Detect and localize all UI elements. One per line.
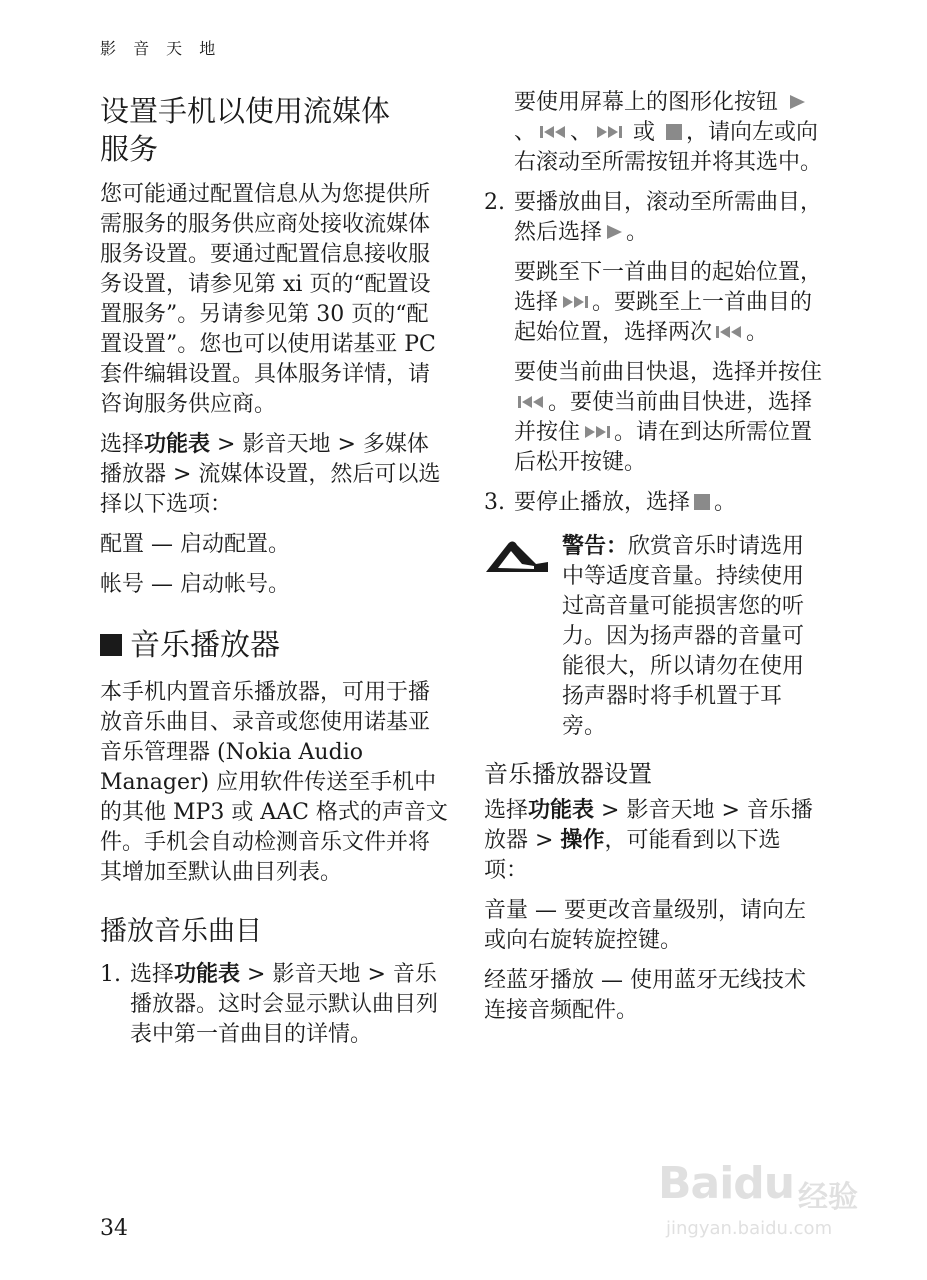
warning-icon [484, 538, 550, 578]
option-bluetooth: 经蓝牙播放 — 使用蓝牙无线技术连接音频配件。 [484, 968, 806, 1023]
previous-icon [714, 323, 744, 341]
music-player-paragraph: 本手机内置音乐播放器，可用于播放音乐曲目、录音或您使用诺基亚音乐管理器 (Nokia Audio Manager) 应用软件传送至手机中的其他 MP3 或 AAC 格式的声音文件。手机会自动检测音乐文件并将其增加至默认曲目列表。 [100, 680, 448, 885]
path-menu-bold: 功能表 [528, 798, 595, 823]
skip-c: 。 [746, 320, 769, 345]
seek-a: 要使当前曲目快退，选择并按住 [514, 360, 823, 385]
path-menu-bold: 功能表 [144, 432, 211, 457]
path-rest: ，可能看到以下选项： [484, 828, 781, 883]
step-2-text [514, 188, 824, 248]
previous-icon [538, 123, 568, 141]
section-title-streaming [100, 92, 448, 168]
option-config: 配置 — 启动配置。 [100, 532, 290, 557]
step-1-pre: 选择 [130, 962, 175, 987]
step-1-rest: > 影音天地 > 音乐播放器。这时会显示默认曲目列表中第一首曲目的详情。 [130, 962, 439, 1047]
stop-icon [664, 123, 684, 141]
page-number: 34 [100, 1216, 128, 1241]
option-volume: 音量 — 要更改音量级别，请向左或向右旋转旋控键。 [484, 898, 806, 953]
step-number: 2. [484, 190, 505, 215]
warning-box [484, 532, 824, 742]
left-column [100, 88, 448, 1060]
section-title-play-tracks: 播放音乐曲目 [100, 916, 262, 947]
watermark-cn: 经验 [798, 1180, 858, 1215]
separator: 、 [514, 120, 537, 145]
stop-icon [692, 493, 712, 511]
step-1-menu-bold: 功能表 [174, 962, 241, 987]
settings-menu-path [484, 796, 824, 886]
path-mid: > 影音天地 > 音乐播放器 > [484, 798, 813, 853]
skip-text [484, 258, 824, 348]
music-player-title-text: 音乐播放器 [130, 628, 280, 663]
skip-b: 。要跳至上一首曲目的起始位置，选择两次 [514, 290, 813, 345]
right-column [484, 88, 824, 1036]
next-icon [560, 293, 590, 311]
previous-icon [516, 393, 546, 411]
path-pre: 选择 [484, 798, 529, 823]
step-2 [484, 188, 824, 258]
warning-icon-wrap [484, 532, 562, 742]
warning-body: 欣赏音乐时请选用中等适度音量。持续使用过高音量可能损害您的听力。因为扬声器的音量可能很大，所以请勿在使用扬声器时将手机置于耳旁。 [562, 534, 805, 739]
watermark-brand: Baidu [658, 1158, 795, 1209]
step-number: 3. [484, 490, 505, 515]
baidu-watermark [658, 1150, 888, 1250]
play-icon [604, 223, 624, 241]
buttons-text-b: ，请向左或向右滚动至所需按钮并将其选中。 [514, 120, 823, 175]
step-1-text [130, 960, 448, 1050]
play-icon [787, 93, 807, 111]
section-title-music-player [100, 626, 448, 666]
path-rest: > 影音天地 > 多媒体播放器 > 流媒体设置，然后可以选择以下选项： [100, 432, 441, 517]
next-icon [582, 423, 612, 441]
running-head: 影 音 天 地 [100, 39, 222, 58]
warning-text [562, 532, 824, 742]
step-3-a: 要停止播放，选择 [514, 490, 691, 515]
streaming-menu-path [100, 430, 448, 520]
section-title-line2: 服务 [100, 132, 159, 166]
section-title-player-settings: 音乐播放器设置 [484, 760, 652, 788]
skip-a: 要跳至下一首曲目的起始位置，选择 [514, 260, 823, 315]
graphic-buttons-text [484, 88, 824, 178]
seek-c: 。请在到达所需位置后松开按键。 [514, 420, 813, 475]
seek-text [484, 358, 824, 478]
section-title-line1: 设置手机以使用流媒体 [100, 94, 391, 128]
step-3-text [514, 488, 824, 518]
seek-b: 。要使当前曲目快进，选择并按住 [514, 390, 813, 445]
path-pre: 选择 [100, 432, 145, 457]
next-icon [594, 123, 624, 141]
step-2-b: 。 [626, 220, 649, 245]
warning-label: 警告： [562, 534, 629, 559]
step-2-a: 要播放曲目，滚动至所需曲目，然后选择 [514, 190, 823, 245]
step-3-b: 。 [714, 490, 737, 515]
step-3 [484, 488, 824, 528]
option-account: 帐号 — 启动帐号。 [100, 572, 290, 597]
square-bullet-icon [100, 634, 122, 656]
path-options-bold: 操作 [560, 828, 605, 853]
watermark-url: jingyan.baidu.com [666, 1218, 833, 1239]
separator: 、 [570, 120, 593, 145]
buttons-text-a: 要使用屏幕上的图形化按钮 [514, 90, 779, 115]
streaming-paragraph: 您可能通过配置信息从为您提供所需服务的服务供应商处接收流媒体服务设置。要通过配置信息接收服务设置，请参见第 xi 页的“配置设置服务”。另请参见第 30 页的“配置设置”。您也可以使用诺基亚 PC 套件编辑设置。具体服务详情，请咨询服务供应商。 [100, 182, 436, 417]
step-number: 1. [100, 962, 121, 987]
step-1 [100, 960, 448, 1060]
or-word: 或 [626, 120, 663, 145]
